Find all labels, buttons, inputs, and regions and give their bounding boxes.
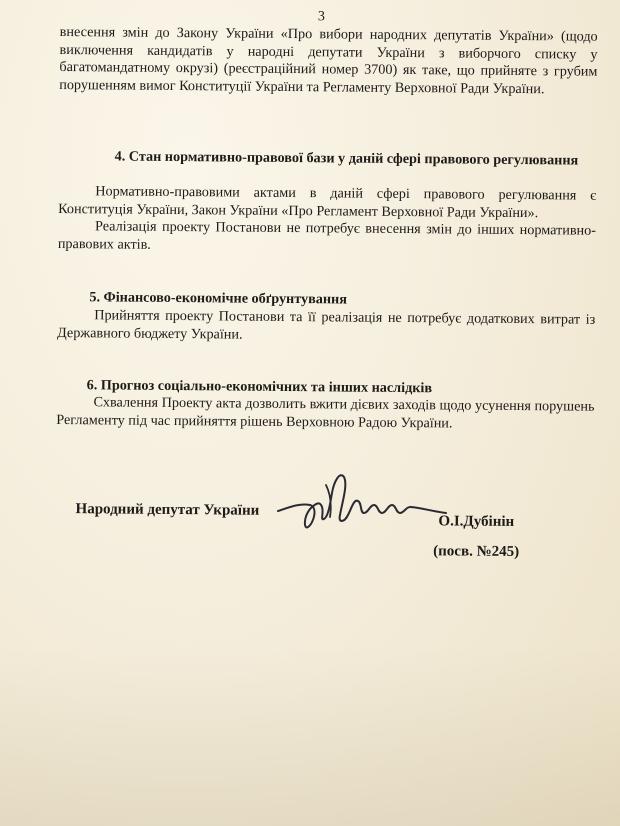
intro-paragraph: внесення змін до Закону України «Про вибори народних депутатів України» (щодо виключення кандидатів у народні депутати України з виборчого списку у багатомандатному окрузі) (реєстраційний номер 3700) як таке, що прийняте з грубим порушенням вимог Конституції України та Регламенту Верховної Ради України. <box>59 23 598 97</box>
section-4-heading: 4. Стан нормативно-правової бази у даній сфері правового регулювання <box>114 148 579 169</box>
section-6-heading: 6. Прогноз соціально-економічних та інших наслідків <box>86 377 433 397</box>
handwritten-signature <box>270 463 450 538</box>
section-5-heading: 5. Фінансово-економічне обґрунтування <box>89 289 347 308</box>
section-4-paragraph-2: Реалізація проекту Постанови не потребує внесення змін до інших нормативно-правових актів. <box>57 218 597 253</box>
section-5-paragraph: Прийняття проекту Постанови та її реалізація не потребує додаткових витрат із Державного бюджету України. <box>57 307 596 343</box>
signatory-name: О.І.Дубінін <box>438 513 515 530</box>
signatory-title: Народний депутат України <box>75 501 260 519</box>
document-content <box>56 0 600 561</box>
section-6-paragraph: Схвалення Проекту акта дозволить вжити дієвих заходів щодо усунення порушень Регламенту під час прийняття рішень Верховною Радою України. <box>56 394 595 431</box>
section-4-paragraph-1: Нормативно-правовими актами в даній сфері правового регулювання є Конституція України, Закон України «Про Регламент Верховної Ради України». <box>58 183 597 221</box>
signatory-id-note: (посв. №245) <box>433 543 520 561</box>
page-number: 3 <box>317 9 325 25</box>
